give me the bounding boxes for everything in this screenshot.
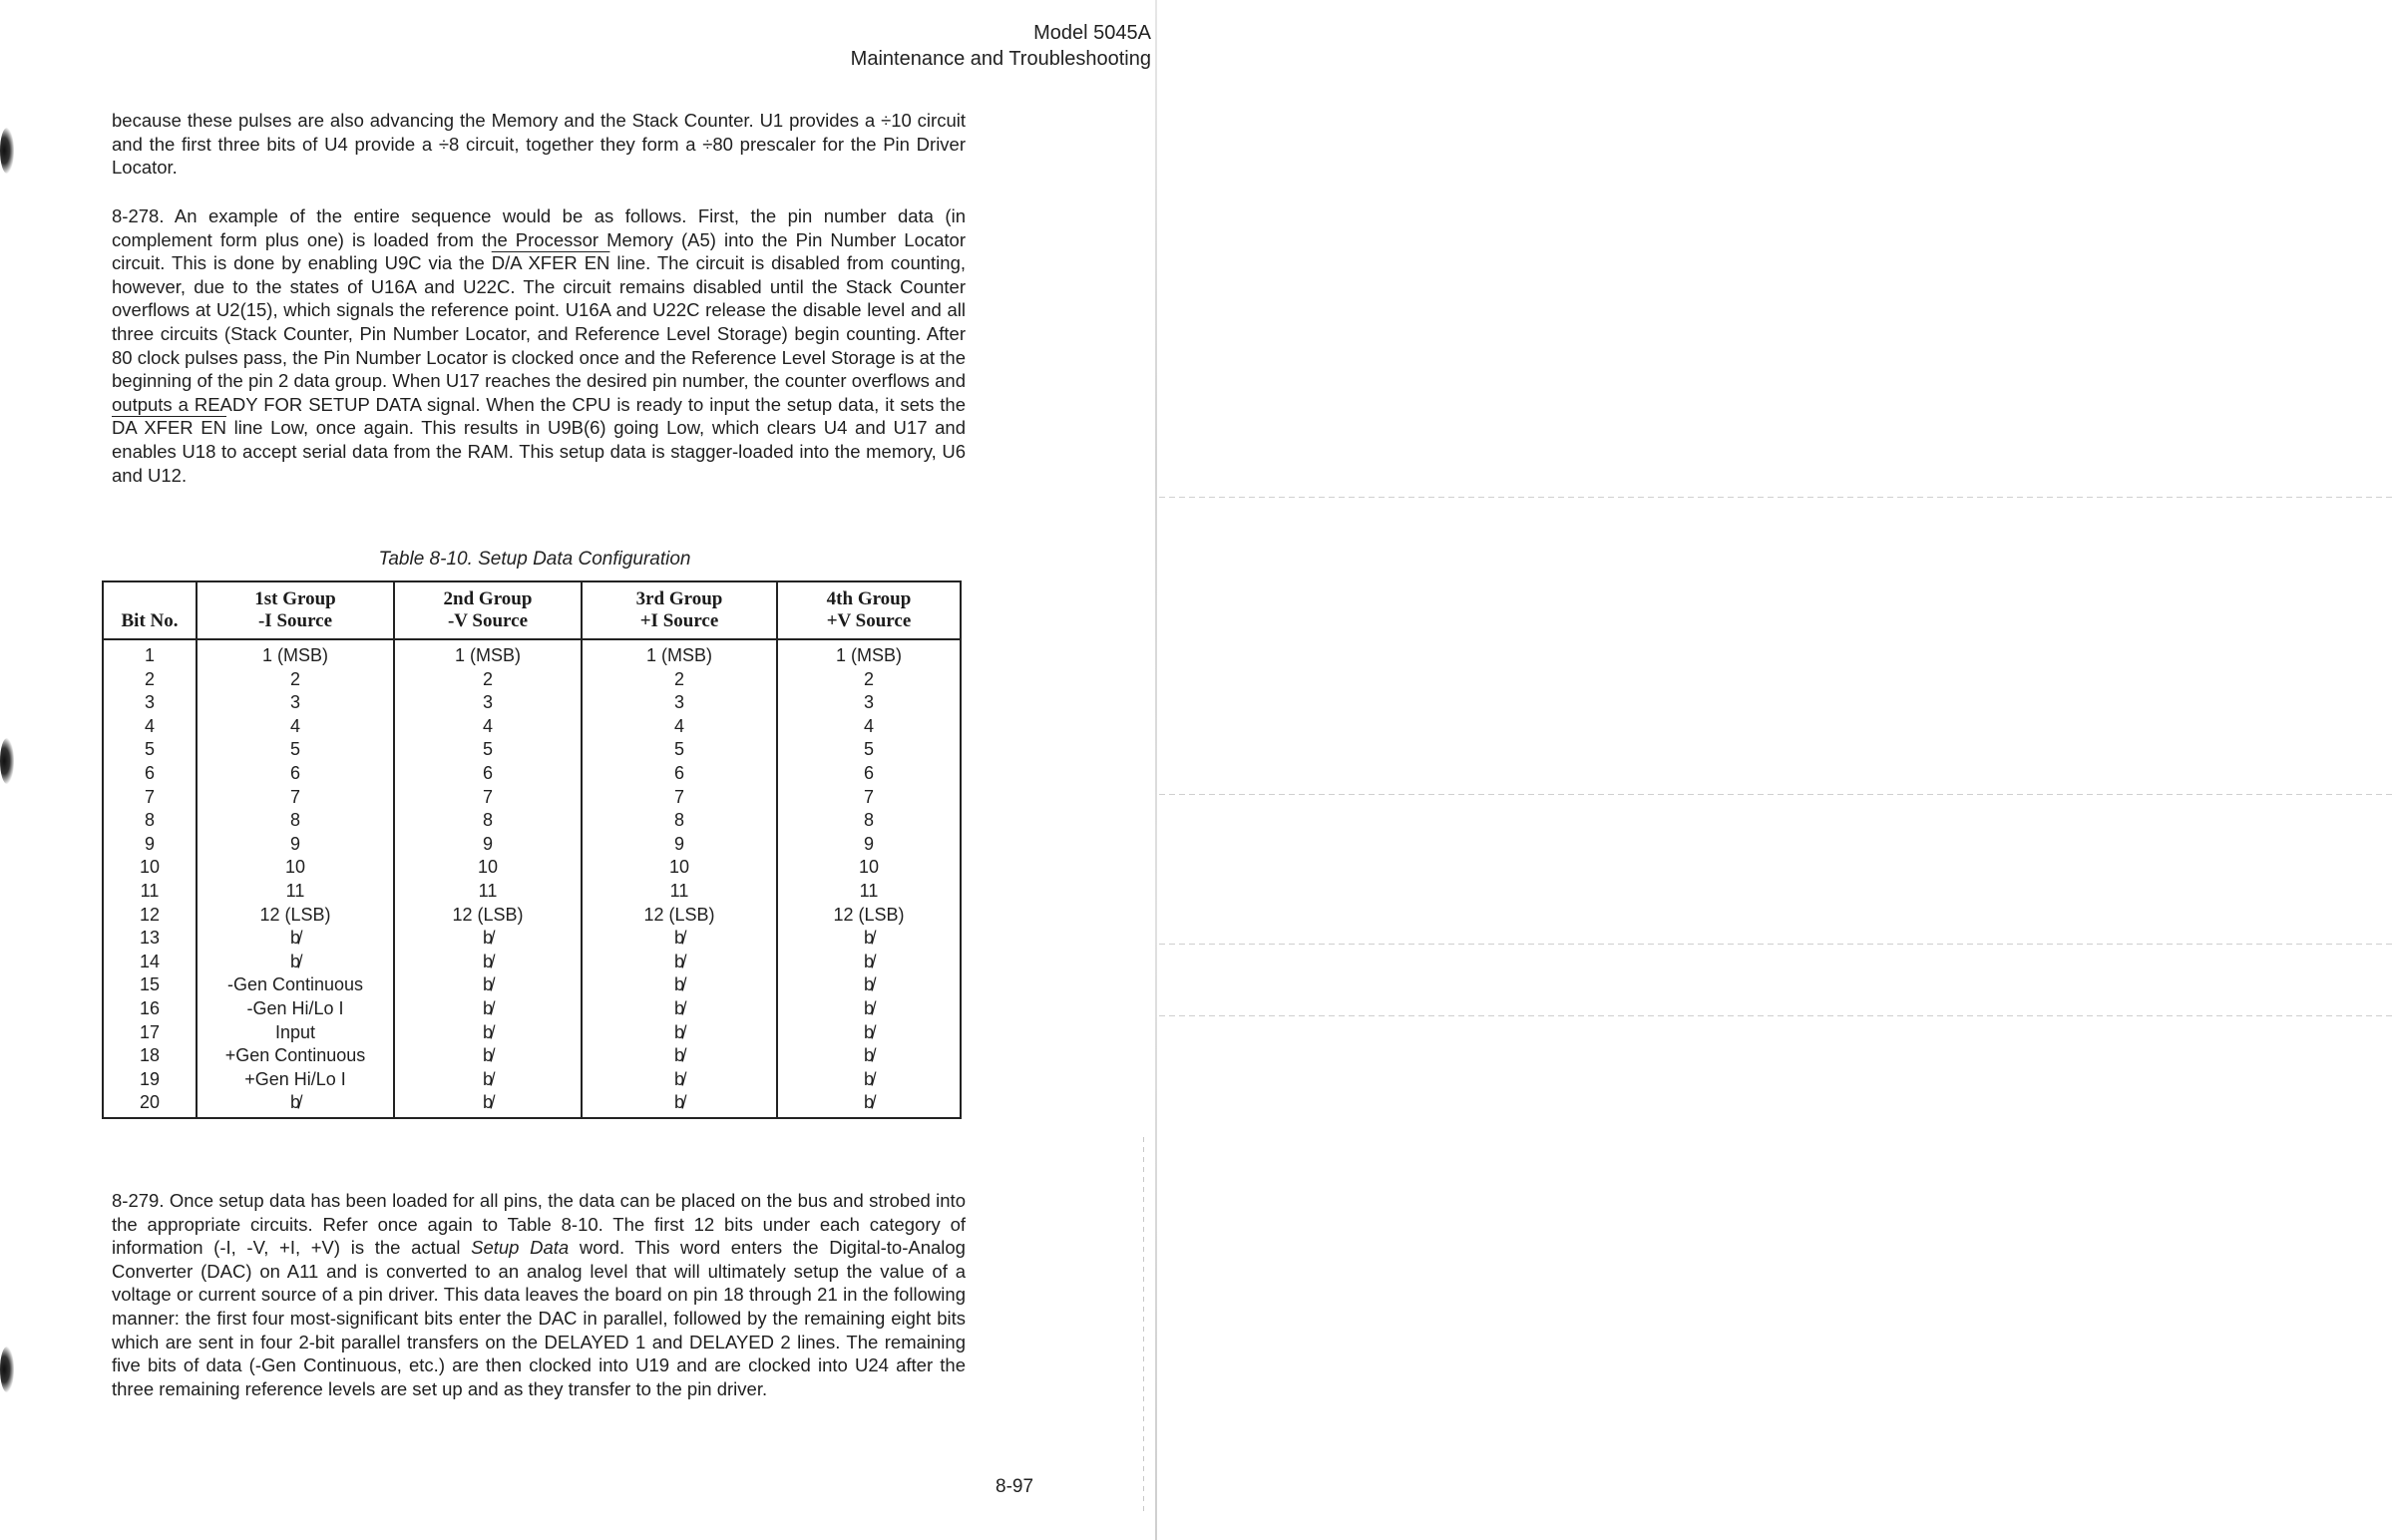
header-model: Model 5045A — [1033, 22, 1151, 44]
binding-hole-mark — [0, 738, 14, 784]
table-row — [103, 1044, 961, 1068]
table-row — [103, 856, 961, 880]
emphasis-text: Setup Data — [471, 1237, 570, 1259]
group-2-cell: b̸ — [394, 1091, 582, 1118]
group-4-cell: b̸ — [777, 997, 961, 1021]
bit-number-cell: 17 — [139, 1021, 161, 1042]
group-1-cell: +Gen Continuous — [197, 1044, 394, 1068]
bit-number-cell: 9 — [144, 833, 155, 854]
bit-number-cell: 6 — [144, 762, 155, 783]
bit-number-cell: 1 — [144, 645, 155, 665]
group-2-cell: b̸ — [394, 951, 582, 974]
header-bit-no: Bit No. — [103, 581, 197, 639]
group-4-cell: b̸ — [777, 1068, 961, 1092]
group-3-cell: 10 — [582, 856, 777, 880]
paragraph-text: word. This word enters the Digital-to-Analog Converter (DAC) on A11 and is converted to an analog level that will ultimately setup the value of a voltage or current source of a pin driver. This data leaves the board on pin 18 through 21 in the following manner: the first four most-significant bits enter the DAC in parallel, followed by the remaining eight bits which are sent in four 2-bit parallel transfers on the DELAYED 1 and DELAYED 2 lines. The remaining five bits of data (-Gen Continuous, etc.) are then clocked into U19 and are clocked into U24 after the three remaining reference levels are set up and as they transfer to the pin driver. — [112, 1237, 966, 1399]
group-4-cell: b̸ — [777, 973, 961, 997]
group-4-cell: b̸ — [777, 1044, 961, 1068]
group-2-cell: 9 — [394, 833, 582, 857]
group-4-cell: b̸ — [777, 1021, 961, 1045]
group-2-cell: 12 (LSB) — [394, 904, 582, 928]
group-3-cell: 3 — [582, 691, 777, 715]
group-1-cell: 11 — [197, 880, 394, 904]
table-row — [103, 1091, 961, 1118]
group-4-cell: 7 — [777, 786, 961, 810]
scan-artifact-line — [1159, 497, 2392, 498]
group-2-cell: 5 — [394, 738, 582, 762]
scan-artifact-line — [1159, 1015, 2392, 1016]
group-1-cell: b̸ — [197, 927, 394, 951]
group-1-cell: 7 — [197, 786, 394, 810]
group-2-cell: 8 — [394, 809, 582, 833]
group-2-cell: b̸ — [394, 973, 582, 997]
bit-number-cell: 20 — [139, 1092, 161, 1113]
table-row — [103, 691, 961, 715]
group-1-cell: 10 — [197, 856, 394, 880]
bit-number-cell: 7 — [144, 786, 155, 807]
bit-number-cell: 11 — [140, 880, 160, 901]
group-4-cell: b̸ — [777, 927, 961, 951]
setup-data-table — [102, 580, 962, 1119]
header-group-4: 4th Group +V Source — [777, 581, 961, 639]
group-2-cell: 11 — [394, 880, 582, 904]
group-1-cell: -Gen Hi/Lo I — [197, 997, 394, 1021]
table-row — [103, 880, 961, 904]
group-4-cell: b̸ — [777, 1091, 961, 1118]
group-3-cell: 12 (LSB) — [582, 904, 777, 928]
binding-hole-mark — [0, 128, 14, 174]
bit-number-cell: 13 — [139, 928, 161, 949]
group-4-cell: 10 — [777, 856, 961, 880]
bit-number-cell: 12 — [139, 904, 161, 925]
table-row — [103, 639, 961, 668]
bit-number-cell: 15 — [139, 974, 161, 995]
group-4-cell: 4 — [777, 715, 961, 739]
table-row — [103, 738, 961, 762]
group-2-cell: b̸ — [394, 1068, 582, 1092]
bit-number-cell: 4 — [144, 715, 155, 736]
group-2-cell: 3 — [394, 691, 582, 715]
group-3-cell: 4 — [582, 715, 777, 739]
group-3-cell: b̸ — [582, 1021, 777, 1045]
group-4-cell: 6 — [777, 762, 961, 786]
group-4-cell: 11 — [777, 880, 961, 904]
bit-number-cell: 5 — [144, 739, 155, 760]
group-3-cell: 5 — [582, 738, 777, 762]
group-1-cell: 8 — [197, 809, 394, 833]
page-number: 8-97 — [996, 1476, 1034, 1497]
group-2-cell: 7 — [394, 786, 582, 810]
group-3-cell: b̸ — [582, 997, 777, 1021]
scan-artifact-line — [1159, 944, 2392, 945]
group-3-cell: b̸ — [582, 927, 777, 951]
group-2-cell: 6 — [394, 762, 582, 786]
paragraph-continuation — [112, 109, 966, 180]
group-1-cell: 2 — [197, 668, 394, 692]
table-row — [103, 951, 961, 974]
table-row — [103, 762, 961, 786]
table-row — [103, 786, 961, 810]
page-gutter — [1155, 0, 1157, 1540]
header-section: Maintenance and Troubleshooting — [850, 48, 1151, 70]
group-4-cell: 5 — [777, 738, 961, 762]
table-row — [103, 927, 961, 951]
group-1-cell: 12 (LSB) — [197, 904, 394, 928]
scan-artifact-line — [1159, 794, 2392, 795]
group-2-cell: b̸ — [394, 1044, 582, 1068]
page-header — [851, 20, 1151, 72]
table-row — [103, 1021, 961, 1045]
group-3-cell: b̸ — [582, 1068, 777, 1092]
table-row — [103, 809, 961, 833]
table-body — [103, 639, 961, 1118]
bit-number-cell: 3 — [144, 692, 155, 713]
bit-number-cell: 19 — [139, 1068, 161, 1089]
signal-name-overline: D/A XFER EN — [491, 252, 610, 274]
group-1-cell: 9 — [197, 833, 394, 857]
group-3-cell: b̸ — [582, 973, 777, 997]
group-1-cell: 5 — [197, 738, 394, 762]
binding-hole-mark — [0, 1347, 14, 1392]
group-1-cell: 3 — [197, 691, 394, 715]
group-2-cell: 1 (MSB) — [394, 639, 582, 668]
paragraph-8-278 — [112, 204, 966, 487]
group-1-cell: -Gen Continuous — [197, 973, 394, 997]
header-group-2: 2nd Group -V Source — [394, 581, 582, 639]
signal-name-overline: DA XFER EN — [112, 417, 226, 439]
group-1-cell: 6 — [197, 762, 394, 786]
paragraph-text: line Low, once again. This results in U9B(6) going Low, which clears U4 and U17 and enables U18 to accept serial data from the RAM. This setup data is stagger-loaded into the memory, U6 and U12. — [112, 417, 966, 486]
group-4-cell: 12 (LSB) — [777, 904, 961, 928]
document-page — [100, 0, 1151, 1540]
group-3-cell: b̸ — [582, 1044, 777, 1068]
header-group-1: 1st Group -I Source — [197, 581, 394, 639]
group-1-cell: 4 — [197, 715, 394, 739]
group-2-cell: b̸ — [394, 1021, 582, 1045]
table-header-row — [103, 581, 961, 639]
setup-data-table-container — [102, 580, 962, 1119]
group-2-cell: 4 — [394, 715, 582, 739]
group-3-cell: 11 — [582, 880, 777, 904]
group-2-cell: b̸ — [394, 927, 582, 951]
paragraph-text: 8-279. Once setup data has been loaded for all pins, the data can be placed on the bus and strobed into the appropriate circuits. Refer once again to Table 8-10. The first 12 bits under each category of information (-I, -V, +I, +V) is the actual — [112, 1190, 966, 1259]
bit-number-cell: 18 — [139, 1045, 161, 1066]
bit-number-cell: 14 — [139, 951, 161, 971]
group-1-cell: b̸ — [197, 1091, 394, 1118]
group-3-cell: 1 (MSB) — [582, 639, 777, 668]
paragraph-text: line. The circuit is disabled from counting, however, due to the states of U16A and U22C. The circuit remains disabled until the Stack Counter overflows at U2(15), which signals the reference point. U16A and U22C release the disable level and all three circuits (Stack Counter, Pin Number Locator, and Reference Level Storage) begin counting. After 80 clock pulses pass, the Pin Number Locator is clocked once and the Reference Level Storage is at the beginning of the pin 2 data group. When U17 reaches the desired pin number, the counter overflows and outputs a READY FOR SETUP DATA signal. When the CPU is ready to input the setup data, it sets the — [112, 252, 966, 415]
group-4-cell: 1 (MSB) — [777, 639, 961, 668]
bit-number-cell: 10 — [139, 857, 161, 878]
header-group-3: 3rd Group +I Source — [582, 581, 777, 639]
group-3-cell: 9 — [582, 833, 777, 857]
bit-number-cell: 16 — [139, 997, 161, 1018]
table-row — [103, 1068, 961, 1092]
group-1-cell: b̸ — [197, 951, 394, 974]
bit-number-cell: 2 — [144, 668, 155, 689]
table-row — [103, 904, 961, 928]
table-row — [103, 715, 961, 739]
scan-artifact-line — [1143, 1137, 1144, 1516]
table-row — [103, 997, 961, 1021]
table-row — [103, 833, 961, 857]
table-row — [103, 668, 961, 692]
bit-number-cell: 8 — [144, 810, 155, 831]
paragraph-text: because these pulses are also advancing the Memory and the Stack Counter. U1 provides a ÷10 circuit and the first three bits of U4 provide a ÷8 circuit, together they form a ÷80 prescaler for the Pin Driver Locator. — [112, 110, 966, 179]
group-1-cell: 1 (MSB) — [197, 639, 394, 668]
group-1-cell: Input — [197, 1021, 394, 1045]
group-3-cell: 8 — [582, 809, 777, 833]
group-2-cell: 10 — [394, 856, 582, 880]
group-4-cell: 9 — [777, 833, 961, 857]
group-1-cell: +Gen Hi/Lo I — [197, 1068, 394, 1092]
paragraph-8-279 — [112, 1189, 966, 1400]
group-3-cell: 6 — [582, 762, 777, 786]
group-3-cell: b̸ — [582, 951, 777, 974]
group-4-cell: b̸ — [777, 951, 961, 974]
group-3-cell: b̸ — [582, 1091, 777, 1118]
group-4-cell: 2 — [777, 668, 961, 692]
table-row — [103, 973, 961, 997]
group-2-cell: b̸ — [394, 997, 582, 1021]
table-caption: Table 8-10. Setup Data Configuration — [378, 549, 691, 570]
group-3-cell: 7 — [582, 786, 777, 810]
group-2-cell: 2 — [394, 668, 582, 692]
paragraph-text: 8-278. An example of the entire sequence would be as follows. First, the pin number data (in complement form plus one) is loaded from the Processor Memory (A5) into the Pin Number Locator circuit. This is done by enabling U9C via the — [112, 205, 966, 274]
group-4-cell: 3 — [777, 691, 961, 715]
group-4-cell: 8 — [777, 809, 961, 833]
group-3-cell: 2 — [582, 668, 777, 692]
